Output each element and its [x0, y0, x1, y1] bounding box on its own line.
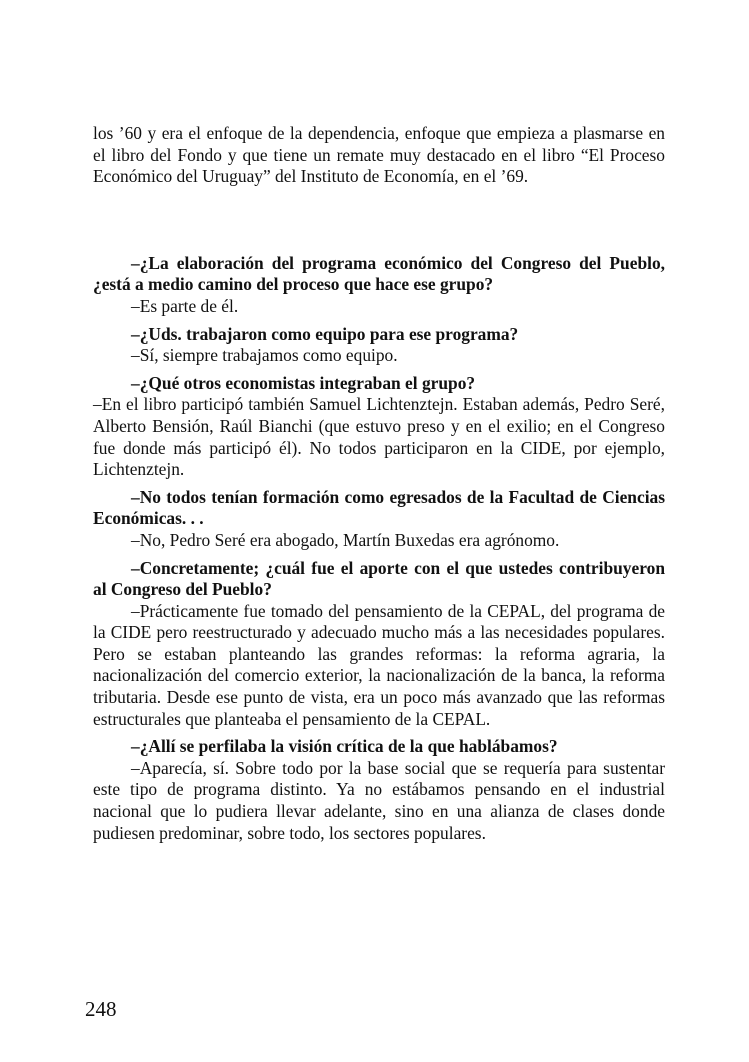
question-5: –Concretamente; ¿cuál fue el aporte con el que ustedes contribuyeron al Congreso del Pueblo? [93, 557, 665, 600]
question-2: –¿Uds. trabajaron como equipo para ese programa? [131, 323, 519, 344]
question-4: –No todos tenían formación como egresados de la Facultad de Ciencias Económicas. . . [93, 486, 665, 529]
page-body [93, 123, 665, 844]
answer-6: –Aparecía, sí. Sobre todo por la base social que se requería para sustentar este tipo de programa distinto. Ya no estábamos pensando en el industrial nacional que lo pudiera llevar adelante, sino en una alianza de clases donde pudiesen predominar, sobre todo, los sectores populares. [93, 757, 665, 843]
answer-4: –No, Pedro Seré era abogado, Martín Buxedas era agrónomo. [131, 529, 560, 550]
section-spacer [93, 188, 665, 253]
page-number: 248 [85, 997, 117, 1021]
answer-5: –Prácticamente fue tomado del pensamiento de la CEPAL, del programa de la CIDE pero reestructurado y adecuado mucho más a las necesidades populares. Pero se estaban planteando las grandes reformas: la reforma agraria, la nacionalización del comercio exterior, la nacionalización de la banca, la reforma tributaria. Desde ese punto de vista, era un poco más avanzado que las reformas estructurales que planteaba el pensamiento de la CEPAL. [93, 600, 665, 729]
question-3: –¿Qué otros economistas integraban el grupo? [131, 372, 476, 393]
answer-2: –Sí, siempre trabajamos como equipo. [131, 345, 398, 366]
intro-paragraph: los ’60 y era el enfoque de la dependencia, enfoque que empieza a plasmarse en el libro del Fondo y que tiene un remate muy destacado en el libro “El Proceso Económico del Uruguay” del Instituto de Economía, en el ’69. [93, 123, 665, 187]
answer-3: –En el libro participó también Samuel Lichtenztejn. Estaban además, Pedro Seré, Alberto Bensión, Raúl Bianchi (que estuvo preso y en el exilio; en el Congreso fue donde más participó él). No todos participaron en la CIDE, por ejemplo, Lichtenztejn. [93, 394, 665, 480]
question-1: –¿La elaboración del programa económico del Congreso del Pueblo, ¿está a medio camino del proceso que hace ese grupo? [93, 252, 665, 295]
answer-1: –Es parte de él. [131, 295, 239, 316]
question-6: –¿Allí se perfilaba la visión crítica de la que hablábamos? [131, 736, 558, 757]
